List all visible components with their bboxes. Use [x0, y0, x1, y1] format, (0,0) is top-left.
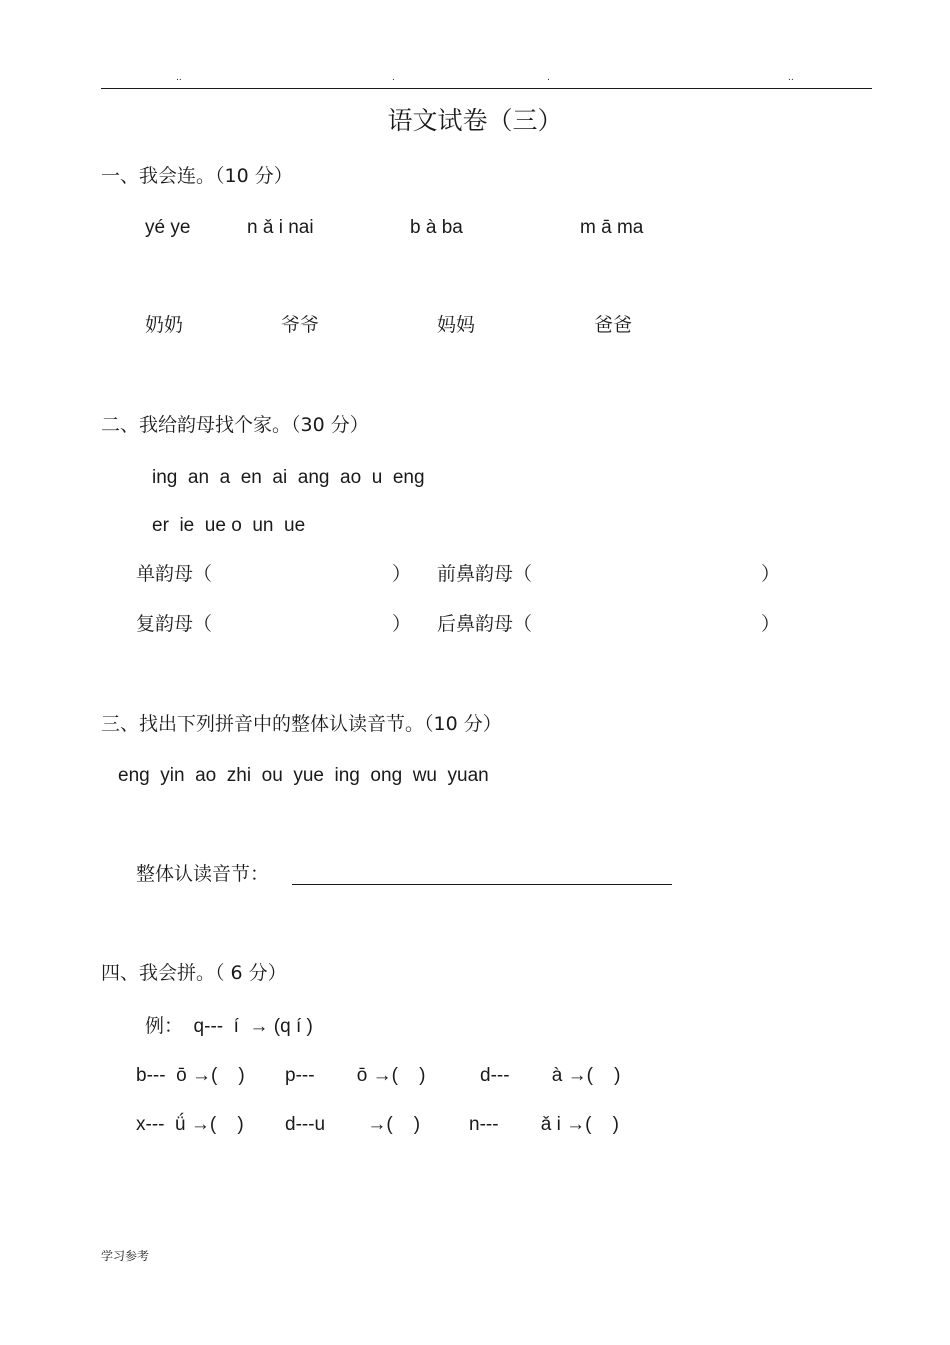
- answer-label: 整体认读音节：: [136, 863, 270, 885]
- compound-finals-label: 复韵母（: [136, 613, 213, 635]
- syllable-row: eng yin ao zhi ou yue ing ong wu yuan: [118, 765, 489, 786]
- pinyin-item: yé ye: [145, 217, 191, 238]
- page-title: 语文试卷（三）: [387, 106, 563, 135]
- spell-item: x--- ǘ →( ): [136, 1114, 244, 1135]
- header-mark: ..: [176, 73, 182, 83]
- spell-item: p--- ō →( ): [285, 1065, 426, 1086]
- footer-text: 学习参考: [101, 1249, 150, 1263]
- header-mark: .: [392, 73, 395, 83]
- spell-item: d---u →( ): [285, 1114, 421, 1135]
- pinyin-item: m ā ma: [580, 217, 644, 238]
- section-2-heading: 二、我给韵母找个家。（30 分）: [101, 414, 369, 436]
- close-paren: ）: [392, 563, 412, 585]
- word-item: 妈妈: [437, 314, 476, 336]
- answer-blank-line[interactable]: [292, 884, 672, 885]
- header-mark: .: [547, 73, 550, 83]
- spell-item: d--- à →( ): [480, 1065, 621, 1086]
- spell-item: n--- ǎ i →( ): [469, 1114, 619, 1135]
- close-paren: ）: [761, 563, 781, 585]
- section-3-heading: 三、找出下列拼音中的整体认读音节。（10 分）: [101, 713, 502, 735]
- front-nasal-label: 前鼻韵母（: [437, 563, 533, 585]
- pinyin-item: b à ba: [410, 217, 463, 238]
- header-rule: [101, 88, 872, 89]
- single-finals-label: 单韵母（: [136, 563, 213, 585]
- header-mark: ..: [788, 73, 794, 83]
- word-item: 爸爸: [594, 314, 633, 336]
- close-paren: ）: [392, 613, 412, 635]
- example-line: 例： q--- í → (q í ): [145, 1016, 313, 1037]
- section-1-heading: 一、我会连。（10 分）: [101, 165, 293, 187]
- finals-row: er ie ue o un ue: [152, 515, 306, 536]
- word-item: 爷爷: [281, 314, 320, 336]
- pinyin-item: n ǎ i nai: [247, 217, 314, 238]
- back-nasal-label: 后鼻韵母（: [437, 613, 533, 635]
- close-paren: ）: [761, 613, 781, 635]
- finals-row: ing an a en ai ang ao u eng: [152, 467, 425, 488]
- section-4-heading: 四、我会拼。（ 6 分）: [101, 962, 287, 984]
- spell-item: b--- ō →( ): [136, 1065, 245, 1086]
- word-item: 奶奶: [145, 314, 184, 336]
